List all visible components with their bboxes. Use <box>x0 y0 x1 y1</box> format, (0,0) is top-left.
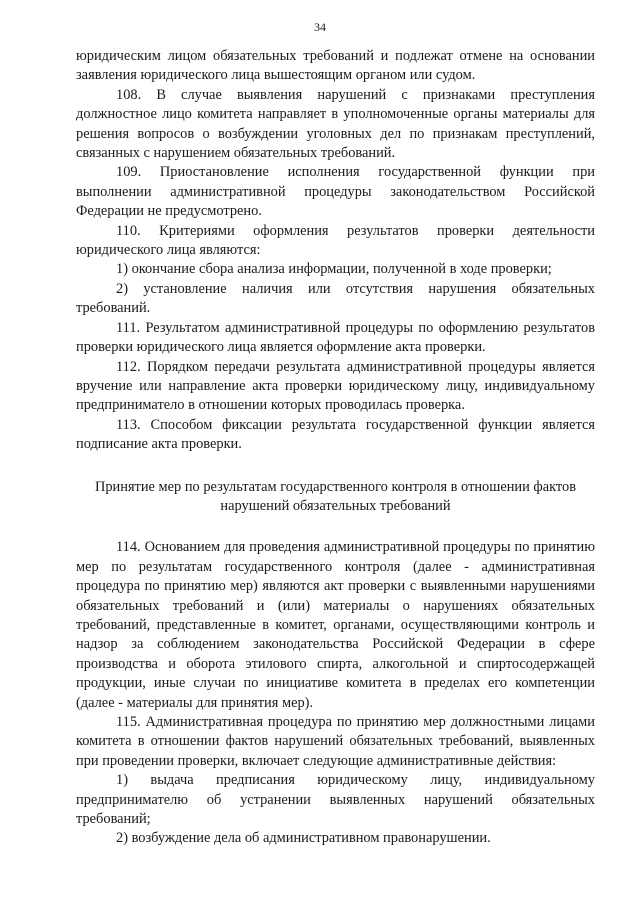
page-number: 34 <box>314 20 326 34</box>
section-heading: Принятие мер по результатам государственного контроля в отношении фактов нарушений обязательных требований <box>94 478 577 514</box>
list-item: 1) окончание сбора анализа информации, полученной в ходе проверки; <box>116 261 552 278</box>
list-item: 1) выдача предписания юридическому лицу, индивидуальному предпринимателю об устранении выявленных нарушений обязательных требований; <box>76 772 595 828</box>
paragraph-112: 112. Порядком передачи результата административной процедуры является вручение или направление акта проверки юридическому лицу, индивидуальному предприниматело в отношении которых проводилась проверка. <box>76 358 595 414</box>
paragraph-113: 113. Способом фиксации результата государственной функции является подписание акта проверки. <box>76 416 595 453</box>
list-item: 2) установление наличия или отсутствия нарушения обязательных требований. <box>76 280 595 317</box>
document-body <box>76 47 595 849</box>
paragraph-111: 111. Результатом административной процедуры по оформлению результатов проверки юридического лица является оформление акта проверки. <box>76 319 595 356</box>
paragraph: юридическим лицом обязательных требований и подлежат отмене на основании заявления юридического лица вышестоящим органом или судом. <box>76 48 595 84</box>
paragraph-110: 110. Критериями оформления результатов проверки деятельности юридического лица являются: <box>76 222 595 259</box>
list-item: 2) возбуждение дела об административном правонарушении. <box>116 830 491 847</box>
paragraph-114: 114. Основанием для проведения административной процедуры по принятию мер по результатам государственного контроля (далее - административная процедура по принятию мер) являются акт проверки с выявленными нарушениями обязательных требований и (или) материалы о нарушениях обязательных требований, представленные в комитет, органами, осуществляющими контроль и надзор за соблюдением законодательства Российской Федерации в сфере производства и оборота этилового спирта, алкогольной и спиртосодержащей продукции, иные случаи по инициативе комитета в пределах его компетенции (далее - материалы для принятия мер). <box>76 539 595 711</box>
paragraph-109: 109. Приостановление исполнения государственной функции при выполнении административной процедуры законодательством Российской Федерации не предусмотрено. <box>76 164 595 220</box>
paragraph-115: 115. Административная процедура по принятию мер должностными лицами комитета в отношении фактов нарушений обязательных требований, выявленных при проведении проверки, включает следующие административные действия: <box>76 714 595 769</box>
paragraph-108: 108. В случае выявления нарушений с признаками преступления должностное лицо комитета направляет в уполномоченные органы материалы для решения вопросов о возбуждении уголовных дел по признакам преступлений, связанных с нарушением обязательных требований. <box>76 86 595 162</box>
